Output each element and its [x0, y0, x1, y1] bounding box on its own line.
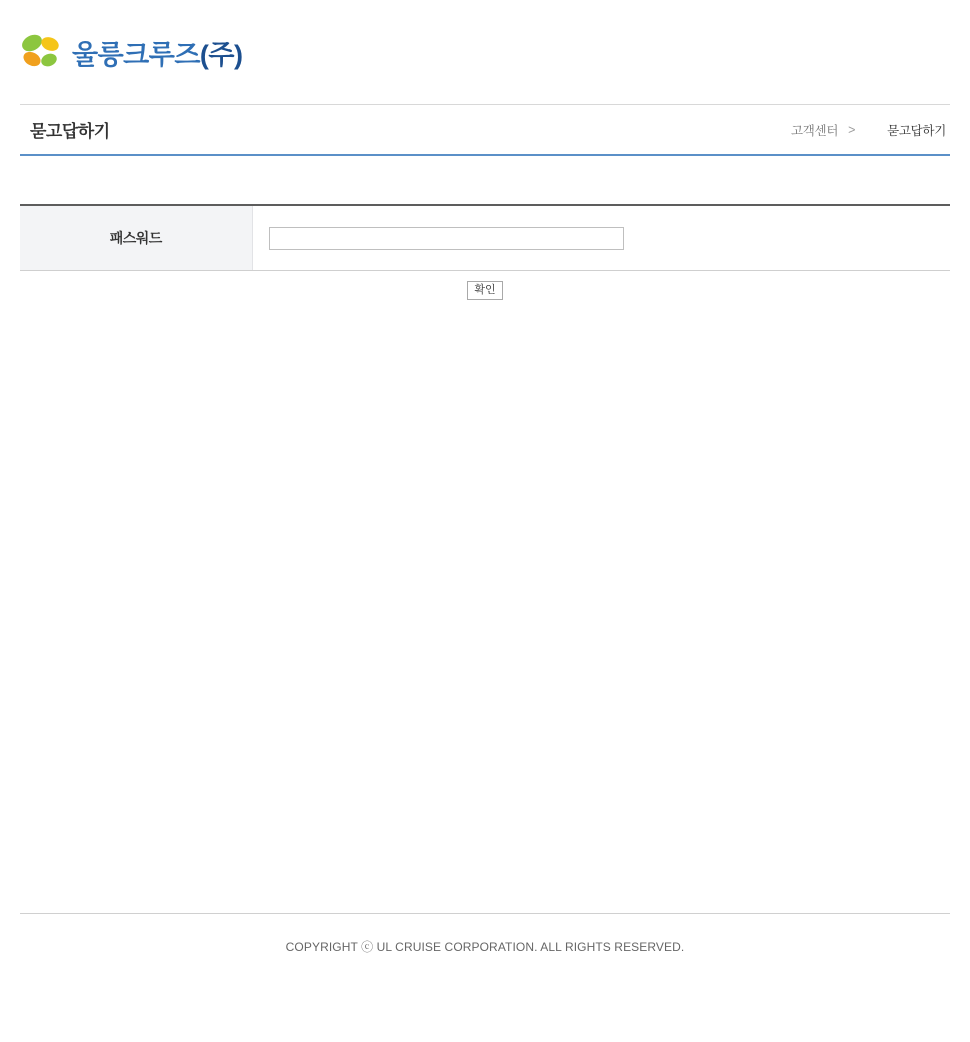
- password-form-table: [20, 204, 950, 271]
- site-header: [0, 0, 970, 104]
- submit-button[interactable]: 확인: [467, 281, 502, 300]
- main-content: [20, 156, 950, 300]
- brand-logo-link[interactable]: [20, 32, 243, 72]
- pinwheel-flower-icon: [20, 32, 62, 72]
- copyright-text: COPYRIGHT ⓒ UL CRUISE CORPORATION. ALL RIGHTS RESERVED.: [285, 940, 685, 954]
- site-footer: [20, 913, 950, 955]
- breadcrumb: [791, 121, 950, 139]
- breadcrumb-parent[interactable]: 고객센터: [791, 123, 839, 138]
- brand-text: [72, 33, 243, 72]
- brand-name-secondary: (주): [199, 39, 243, 70]
- password-field-cell: [252, 205, 950, 271]
- brand-name-primary: 울릉크루즈: [72, 39, 200, 70]
- page-title: 묻고답하기: [30, 122, 110, 141]
- submit-button-row: [20, 271, 950, 300]
- breadcrumb-current: 묻고답하기: [887, 123, 946, 138]
- breadcrumb-separator-icon: >: [848, 122, 856, 137]
- table-row: [20, 205, 950, 271]
- password-input[interactable]: [269, 227, 624, 250]
- page-titlebar: [20, 104, 950, 156]
- password-label: 패스워드: [20, 205, 252, 271]
